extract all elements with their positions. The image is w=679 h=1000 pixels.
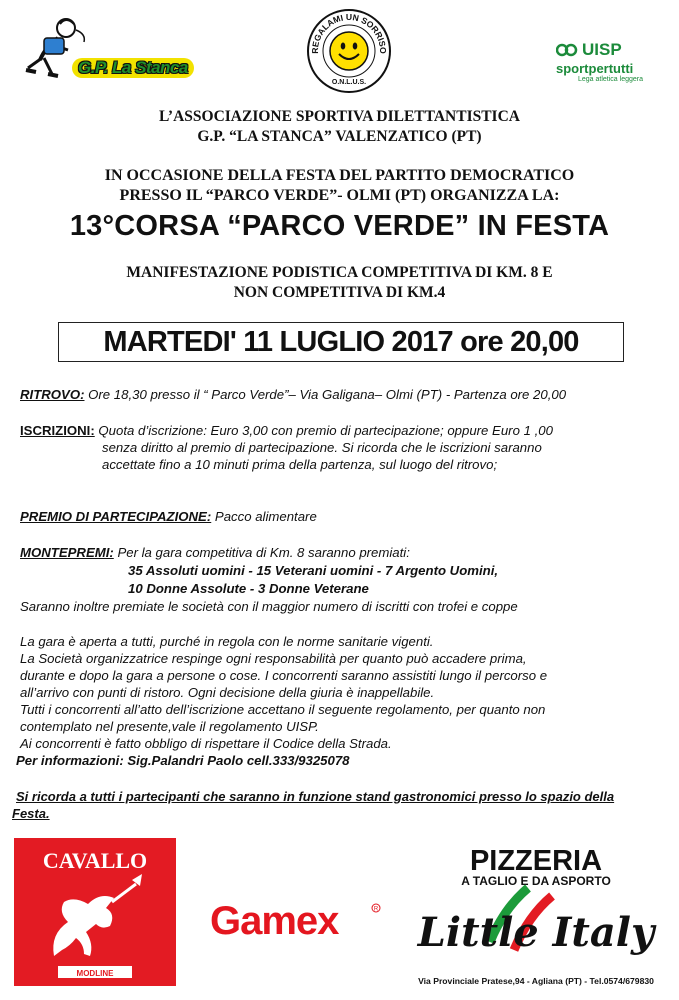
rules-line-2: La Società organizzatrice respinge ogni responsabilità per quanto può accadere prima, bbox=[20, 651, 527, 666]
rules-line-6: contemplato nel presente,vale il regolamento UISP. bbox=[20, 719, 319, 734]
montepremi-text: Per la gara competitiva di Km. 8 saranno premiati: bbox=[113, 545, 410, 560]
notice-line-2: Festa. bbox=[12, 806, 50, 821]
rules-line-4: all’arrivo con punti di ristoro. Ogni decisione della giuria è inappellabile. bbox=[20, 685, 435, 700]
premio-label: PREMIO DI PARTECIPAZIONE: bbox=[20, 509, 212, 524]
iscrizioni-line-3: accettate fino a 10 minuti prima della partenza, sul luogo del ritrovo; bbox=[102, 457, 498, 472]
svg-text:R: R bbox=[373, 906, 379, 913]
premio-row bbox=[20, 508, 317, 525]
smiley-icon bbox=[330, 32, 368, 70]
montepremi-label: MONTEPREMI: bbox=[20, 545, 114, 560]
cavallo-sub: MODLINE bbox=[76, 969, 114, 978]
gamex-name: Gamex bbox=[210, 899, 339, 943]
montepremi-prize-1: 35 Assoluti uomini - 15 Veterani uomini - 7 Argento Uomini, bbox=[128, 563, 499, 578]
rules-line-5: Tutti i concorrenti all’atto dell’iscrizione accettano il seguente regolamento, per quanto non bbox=[20, 702, 546, 717]
montepremi-row bbox=[20, 544, 410, 561]
uisp-word: UISP bbox=[582, 40, 622, 59]
subtitle-line-1: MANIFESTAZIONE PODISTICA COMPETITIVA DI KM. 8 E bbox=[126, 264, 553, 281]
subtitle-line-2: NON COMPETITIVA DI KM.4 bbox=[233, 284, 446, 301]
pizzeria-title: PIZZERIA bbox=[469, 845, 603, 877]
rules-line-3: durante e dopo la gara a persone o cose. I concorrenti saranno assistiti lungo il percorso e bbox=[20, 668, 548, 683]
iscrizioni-label: ISCRIZIONI: bbox=[20, 423, 95, 438]
ritrovo-text: Ore 18,30 presso il “ Parco Verde”– Via Galigana– Olmi (PT) - Partenza ore 20,00 bbox=[84, 387, 567, 402]
ritrovo-row bbox=[20, 386, 566, 403]
info-contact: Per informazioni: Sig.Palandri Paolo cell.333/9325078 bbox=[16, 753, 350, 768]
uisp-logo bbox=[556, 40, 666, 90]
rules-line-1: La gara è aperta a tutti, purché in regola con le norme sanitarie vigenti. bbox=[20, 634, 434, 649]
ritrovo-label: RITROVO: bbox=[20, 387, 85, 402]
regalami-logo-onlus: O.N.L.U.S. bbox=[331, 79, 367, 86]
event-date: MARTEDI' 11 LUGLIO 2017 ore 20,00 bbox=[103, 326, 579, 358]
iscrizioni-line-1: Quota d’iscrizione: Euro 3,00 con premio di partecipazione; oppure Euro 1 ,00 bbox=[94, 423, 553, 438]
org-line-2: G.P. “LA STANCA” VALENZATICO (PT) bbox=[197, 128, 482, 145]
event-title: 13°CORSA “PARCO VERDE” IN FESTA bbox=[69, 210, 610, 242]
event-date-box bbox=[58, 322, 624, 362]
montepremi-societa: Saranno inoltre premiate le società con il maggior numero di iscritti con trofei e coppe bbox=[20, 599, 518, 614]
pizzeria-sub: A TAGLIO E DA ASPORTO bbox=[461, 874, 611, 888]
intro-line-2: PRESSO IL “PARCO VERDE”- OLMI (PT) ORGANIZZA LA: bbox=[119, 187, 560, 204]
gp-la-stanca-logo-text: G.P. La Stanca bbox=[72, 58, 194, 78]
cavallo-sponsor-logo bbox=[14, 838, 176, 986]
iscrizioni-row bbox=[20, 422, 553, 439]
iscrizioni-line-2: senza diritto al premio di partecipazione. Si ricorda che le iscrizioni saranno bbox=[102, 440, 542, 455]
org-line-1: L’ASSOCIAZIONE SPORTIVA DILETTANTISTICA bbox=[159, 108, 520, 125]
uisp-sub: sportpertutti bbox=[556, 61, 634, 76]
pizzeria-name: Little Italy bbox=[417, 909, 655, 956]
premio-text: Pacco alimentare bbox=[211, 509, 317, 524]
montepremi-prize-2: 10 Donne Assolute - 3 Donne Veterane bbox=[128, 581, 369, 596]
rules-line-7: Ai concorrenti è fatto obbligo di rispettare il Codice della Strada. bbox=[20, 736, 392, 751]
notice-line-1: Si ricorda a tutti i partecipanti che saranno in funzione stand gastronomici presso lo spazio della bbox=[16, 789, 615, 804]
intro-line-1: IN OCCASIONE DELLA FESTA DEL PARTITO DEMOCRATICO bbox=[104, 167, 575, 184]
pizzeria-little-italy-logo bbox=[402, 842, 670, 992]
pizzeria-address: Via Provinciale Pratese,94 - Agliana (PT) - Tel.0574/679830 bbox=[418, 976, 654, 986]
regalami-logo-arc-text: REGALAMI UN SORRISO bbox=[309, 12, 389, 54]
horse-icon bbox=[53, 896, 114, 956]
uisp-tag: Lega atletica leggera bbox=[578, 76, 643, 83]
uisp-mark-icon bbox=[556, 42, 578, 58]
gamex-sponsor-logo bbox=[206, 894, 384, 944]
regalami-un-sorriso-logo bbox=[306, 8, 392, 94]
cavallo-name: CAVALLO bbox=[42, 848, 148, 873]
gp-la-stanca-logo bbox=[20, 14, 215, 82]
